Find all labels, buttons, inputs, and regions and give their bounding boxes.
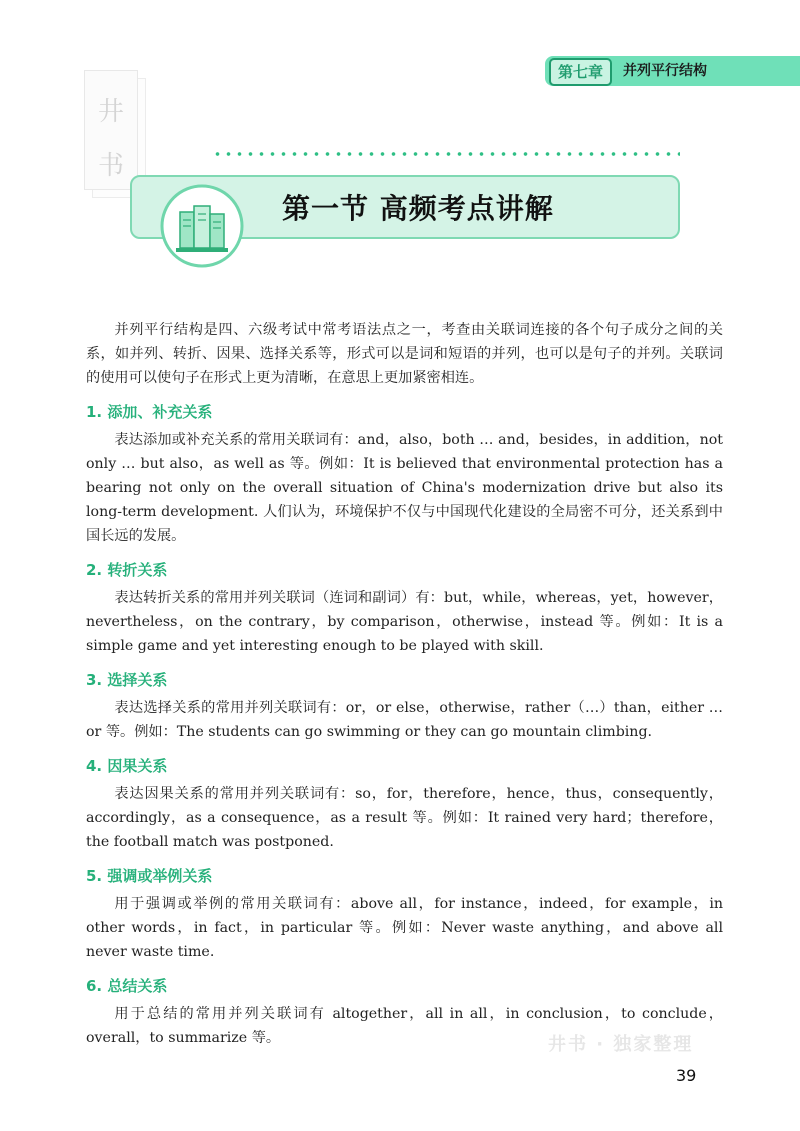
chapter-tab <box>545 56 800 86</box>
chapter-label: 第七章 <box>549 58 612 86</box>
page-number: 39 <box>676 1066 697 1085</box>
paragraph-emphasis: 用于强调或举例的常用关联词有：above all，for instance，indeed，for example，in other words，in fact，in particular 等。例如：Never waste anything，and above all never waste time. <box>86 896 723 960</box>
section-title: 第一节 高频考点讲解 <box>282 192 554 225</box>
books-icon <box>158 182 246 270</box>
stamp-char-top: 井 <box>97 97 124 127</box>
paragraph-addition: 表达添加或补充关系的常用关联词有：and，also，both … and，besides，in addition，not only … but also，as well as 等。例如：It is believed that environmental protection has a bearing not only on the overall situation of China's modernization drive but also its long-term development. 人们认为，环境保护不仅与中国现代化建设的全局密不可分，还关系到中国长远的发展。 <box>86 432 723 544</box>
paragraph-summary: 用于总结的常用并列关联词有 altogether，all in all，in conclusion，to conclude，overall，to summarize 等。 <box>86 1006 723 1046</box>
intro-paragraph: 并列平行结构是四、六级考试中常考语法点之一，考查由关联词连接的各个句子成分之间的关系，如并列、转折、因果、选择关系等，形式可以是词和短语的并列，也可以是句子的并列。关联词的使用可以使句子在形式上更为清晰，在意思上更加紧密相连。 <box>86 322 723 386</box>
heading-addition: 1. 添加、补充关系 <box>86 403 213 421</box>
paragraph-contrast: 表达转折关系的常用并列关联词（连词和副词）有：but，while，whereas，yet，however，nevertheless，on the contrary，by comparison，otherwise，instead 等。例如：It is a simple game and yet interesting enough to be played with skill. <box>86 590 723 654</box>
dotted-line <box>212 150 680 158</box>
heading-contrast: 2. 转折关系 <box>86 561 168 579</box>
paragraph-choice: 表达选择关系的常用并列关联词有：or，or else，otherwise，rather（…）than，either … or 等。例如：The students can go swimming or they can go mountain climbing. <box>86 700 723 740</box>
side-stamp <box>84 70 138 190</box>
main-content <box>86 318 723 1050</box>
chapter-name: 并列平行结构 <box>623 63 707 79</box>
heading-summary: 6. 总结关系 <box>86 977 168 995</box>
footer-watermark: 井书 · 独家整理 <box>548 1034 694 1055</box>
paragraph-cause: 表达因果关系的常用并列关联词有：so，for，therefore，hence，thus，consequently，accordingly，as a consequence，as a result 等。例如：It rained very hard；therefore，the football match was postponed. <box>86 786 723 850</box>
stamp-char-bottom: 书 <box>97 151 124 181</box>
heading-choice: 3. 选择关系 <box>86 671 168 689</box>
heading-emphasis: 5. 强调或举例关系 <box>86 867 213 885</box>
heading-cause: 4. 因果关系 <box>86 757 168 775</box>
